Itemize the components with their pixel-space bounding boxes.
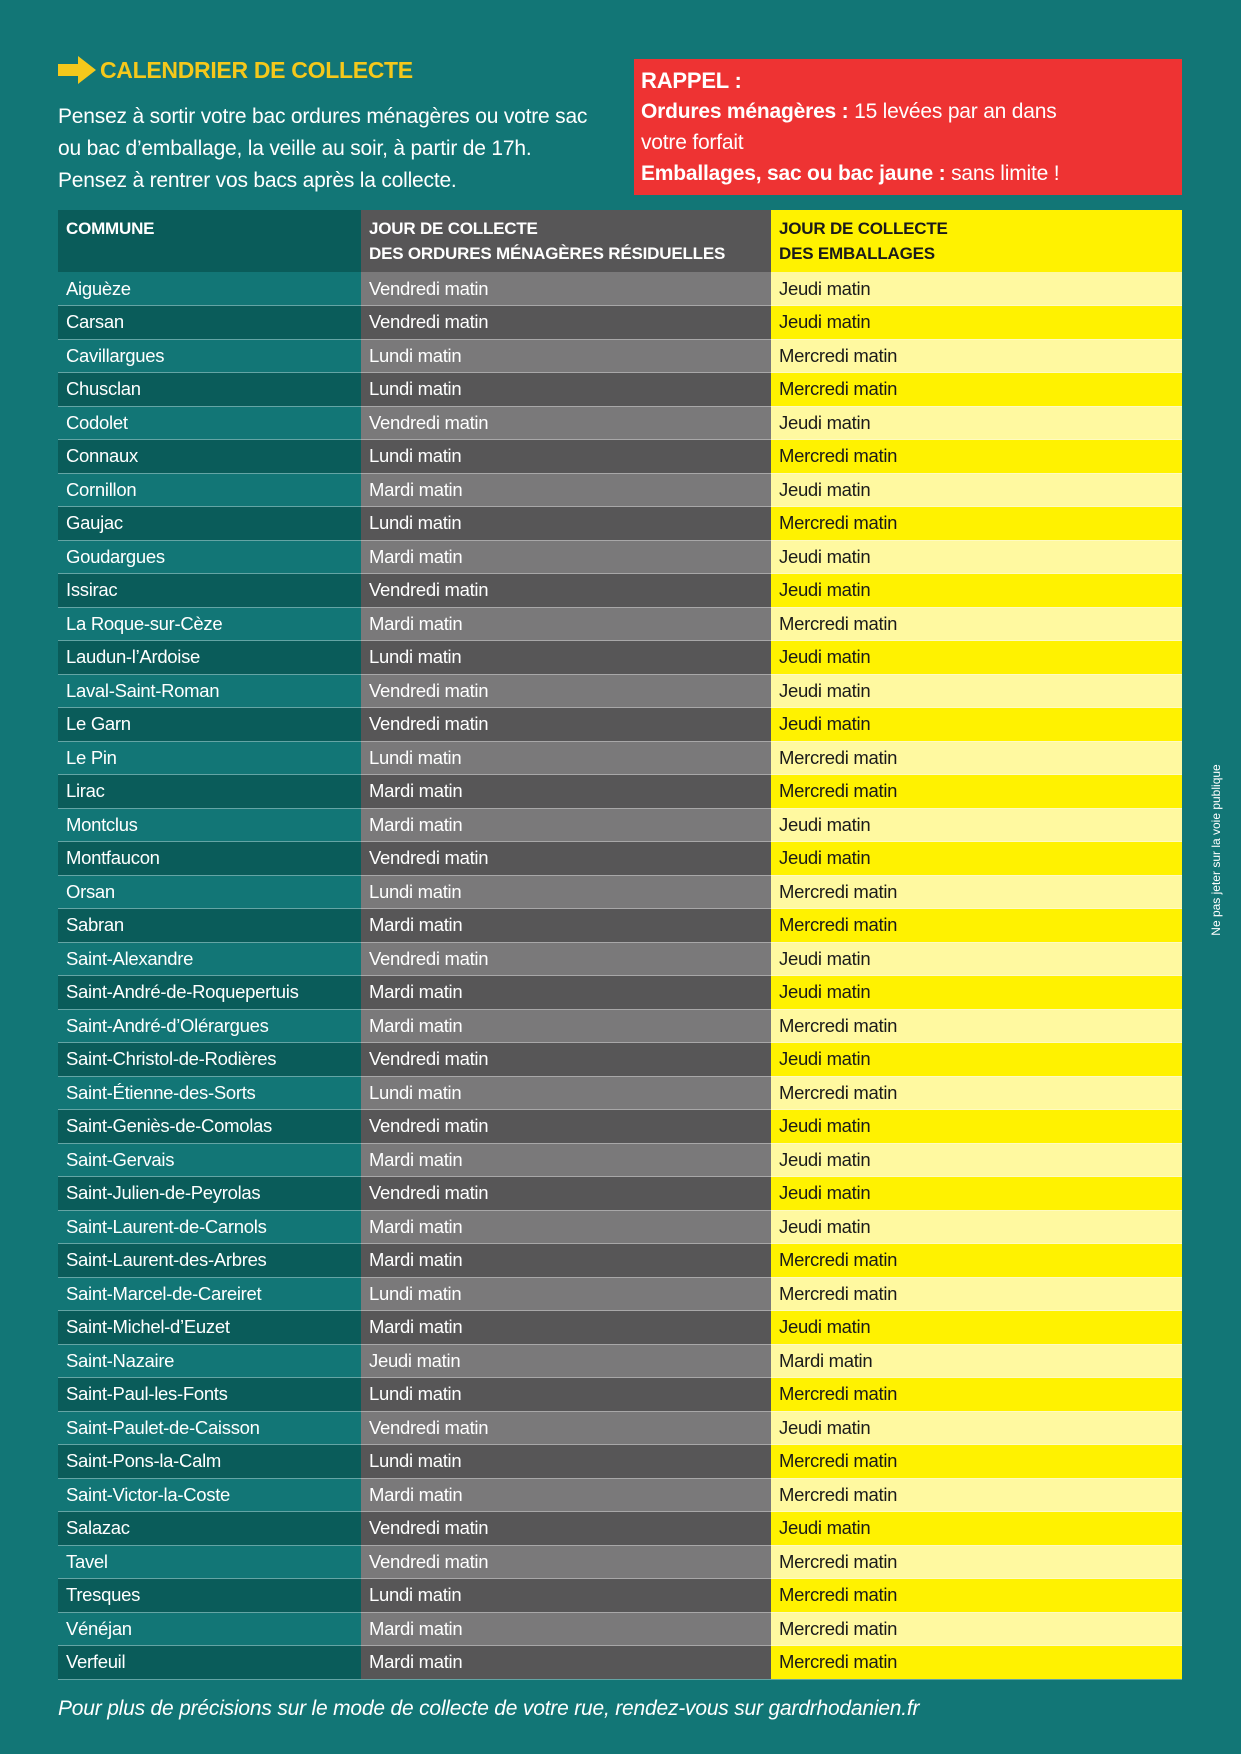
emballages-day-cell: Jeudi matin bbox=[771, 473, 1182, 507]
arrow-right-icon bbox=[58, 56, 96, 84]
table-row bbox=[58, 1143, 1182, 1177]
table-row bbox=[58, 808, 1182, 842]
commune-cell: Le Garn bbox=[58, 708, 361, 742]
rappel-emballages-text: sans limite ! bbox=[945, 162, 1060, 185]
ordures-day-cell: Mardi matin bbox=[361, 1210, 771, 1244]
commune-cell: Vénéjan bbox=[58, 1612, 361, 1646]
commune-cell: Montfaucon bbox=[58, 842, 361, 876]
footer-note: Pour plus de précisions sur le mode de collecte de votre rue, rendez-vous sur gardrhodanien.fr bbox=[58, 1697, 920, 1720]
commune-cell: Saint-Paulet-de-Caisson bbox=[58, 1411, 361, 1445]
ordures-day-cell: Vendredi matin bbox=[361, 1512, 771, 1546]
emballages-day-cell: Jeudi matin bbox=[771, 406, 1182, 440]
emballages-day-cell: Mercredi matin bbox=[771, 1545, 1182, 1579]
commune-cell: Saint-Gervais bbox=[58, 1143, 361, 1177]
commune-cell: Cavillargues bbox=[58, 339, 361, 373]
rappel-line-ordures bbox=[641, 96, 1182, 127]
table-row bbox=[58, 1177, 1182, 1211]
ordures-day-cell: Mardi matin bbox=[361, 1612, 771, 1646]
ordures-day-cell: Mardi matin bbox=[361, 909, 771, 943]
table-body bbox=[58, 272, 1182, 1679]
ordures-day-cell: Vendredi matin bbox=[361, 942, 771, 976]
commune-cell: Goudargues bbox=[58, 540, 361, 574]
ordures-day-cell: Lundi matin bbox=[361, 440, 771, 474]
emballages-day-cell: Mercredi matin bbox=[771, 1009, 1182, 1043]
side-note: Ne pas jeter sur la voie publique bbox=[1209, 764, 1223, 936]
commune-cell: Saint-André-d’Olérargues bbox=[58, 1009, 361, 1043]
emballages-day-cell: Jeudi matin bbox=[771, 306, 1182, 340]
emballages-day-cell: Jeudi matin bbox=[771, 808, 1182, 842]
commune-cell: Sabran bbox=[58, 909, 361, 943]
commune-cell: Saint-André-de-Roquepertuis bbox=[58, 976, 361, 1010]
emballages-day-cell: Jeudi matin bbox=[771, 674, 1182, 708]
ordures-day-cell: Lundi matin bbox=[361, 875, 771, 909]
rappel-ordures-label: Ordures ménagères : bbox=[641, 100, 849, 123]
emballages-day-cell: Mercredi matin bbox=[771, 440, 1182, 474]
table-row bbox=[58, 1277, 1182, 1311]
commune-cell: Codolet bbox=[58, 406, 361, 440]
emballages-day-cell: Jeudi matin bbox=[771, 574, 1182, 608]
ordures-day-cell: Jeudi matin bbox=[361, 1344, 771, 1378]
emballages-day-cell: Mercredi matin bbox=[771, 775, 1182, 809]
ordures-day-cell: Vendredi matin bbox=[361, 1545, 771, 1579]
commune-cell: Tavel bbox=[58, 1545, 361, 1579]
ordures-day-cell: Mardi matin bbox=[361, 607, 771, 641]
ordures-day-cell: Mardi matin bbox=[361, 1311, 771, 1345]
ordures-day-cell: Mardi matin bbox=[361, 540, 771, 574]
commune-cell: Orsan bbox=[58, 875, 361, 909]
ordures-day-cell: Vendredi matin bbox=[361, 1177, 771, 1211]
table-row bbox=[58, 607, 1182, 641]
header-ordures-line2: DES ORDURES MÉNAGÈRES RÉSIDUELLES bbox=[369, 244, 726, 263]
header-emballages bbox=[771, 210, 1182, 272]
commune-cell: Saint-Pons-la-Calm bbox=[58, 1445, 361, 1479]
emballages-day-cell: Mercredi matin bbox=[771, 875, 1182, 909]
ordures-day-cell: Mardi matin bbox=[361, 1009, 771, 1043]
rappel-line-emballages bbox=[641, 158, 1182, 189]
commune-cell: Issirac bbox=[58, 574, 361, 608]
ordures-day-cell: Vendredi matin bbox=[361, 406, 771, 440]
emballages-day-cell: Mercredi matin bbox=[771, 1378, 1182, 1412]
commune-cell: Saint-Alexandre bbox=[58, 942, 361, 976]
commune-cell: Saint-Paul-les-Fonts bbox=[58, 1378, 361, 1412]
collection-table bbox=[58, 210, 1182, 1680]
commune-cell: Le Pin bbox=[58, 741, 361, 775]
emballages-day-cell: Jeudi matin bbox=[771, 942, 1182, 976]
table-row bbox=[58, 1646, 1182, 1680]
table-row bbox=[58, 1579, 1182, 1613]
table-row bbox=[58, 1344, 1182, 1378]
table-row bbox=[58, 875, 1182, 909]
intro-line: Pensez à rentrer vos bacs après la collecte. bbox=[58, 169, 457, 192]
table-row bbox=[58, 540, 1182, 574]
commune-cell: Laval-Saint-Roman bbox=[58, 674, 361, 708]
ordures-day-cell: Lundi matin bbox=[361, 373, 771, 407]
page-title: CALENDRIER DE COLLECTE bbox=[100, 56, 413, 83]
emballages-day-cell: Mercredi matin bbox=[771, 339, 1182, 373]
rappel-box bbox=[634, 59, 1182, 195]
table-row bbox=[58, 440, 1182, 474]
emballages-day-cell: Mercredi matin bbox=[771, 607, 1182, 641]
table-row bbox=[58, 674, 1182, 708]
commune-cell: Laudun-l’Ardoise bbox=[58, 641, 361, 675]
commune-cell: Tresques bbox=[58, 1579, 361, 1613]
emballages-day-cell: Mercredi matin bbox=[771, 1478, 1182, 1512]
table-row bbox=[58, 306, 1182, 340]
commune-cell: Carsan bbox=[58, 306, 361, 340]
ordures-day-cell: Mardi matin bbox=[361, 1478, 771, 1512]
ordures-day-cell: Vendredi matin bbox=[361, 306, 771, 340]
ordures-day-cell: Lundi matin bbox=[361, 1445, 771, 1479]
emballages-day-cell: Mercredi matin bbox=[771, 1445, 1182, 1479]
emballages-day-cell: Mercredi matin bbox=[771, 741, 1182, 775]
header-emballages-line1: JOUR DE COLLECTE bbox=[779, 219, 948, 238]
ordures-day-cell: Lundi matin bbox=[361, 1277, 771, 1311]
ordures-day-cell: Mardi matin bbox=[361, 1646, 771, 1680]
table-row bbox=[58, 1076, 1182, 1110]
emballages-day-cell: Mercredi matin bbox=[771, 1277, 1182, 1311]
commune-cell: Saint-Michel-d’Euzet bbox=[58, 1311, 361, 1345]
emballages-day-cell: Mercredi matin bbox=[771, 1646, 1182, 1680]
emballages-day-cell: Jeudi matin bbox=[771, 1177, 1182, 1211]
table-row bbox=[58, 976, 1182, 1010]
table-row bbox=[58, 1478, 1182, 1512]
ordures-day-cell: Mardi matin bbox=[361, 1244, 771, 1278]
emballages-day-cell: Jeudi matin bbox=[771, 1411, 1182, 1445]
table-row bbox=[58, 1612, 1182, 1646]
ordures-day-cell: Lundi matin bbox=[361, 741, 771, 775]
commune-cell: Chusclan bbox=[58, 373, 361, 407]
table-row bbox=[58, 473, 1182, 507]
commune-cell: La Roque-sur-Cèze bbox=[58, 607, 361, 641]
emballages-day-cell: Jeudi matin bbox=[771, 1210, 1182, 1244]
table-row bbox=[58, 1378, 1182, 1412]
emballages-day-cell: Mercredi matin bbox=[771, 1076, 1182, 1110]
ordures-day-cell: Vendredi matin bbox=[361, 1043, 771, 1077]
ordures-day-cell: Mardi matin bbox=[361, 808, 771, 842]
table-row bbox=[58, 909, 1182, 943]
table-row bbox=[58, 1244, 1182, 1278]
commune-cell: Montclus bbox=[58, 808, 361, 842]
commune-cell: Connaux bbox=[58, 440, 361, 474]
ordures-day-cell: Lundi matin bbox=[361, 339, 771, 373]
table-header-row bbox=[58, 210, 1182, 272]
emballages-day-cell: Jeudi matin bbox=[771, 1043, 1182, 1077]
header-ordures-line1: JOUR DE COLLECTE bbox=[369, 219, 538, 238]
emballages-day-cell: Jeudi matin bbox=[771, 1311, 1182, 1345]
emballages-day-cell: Mercredi matin bbox=[771, 1612, 1182, 1646]
table-row bbox=[58, 1043, 1182, 1077]
ordures-day-cell: Vendredi matin bbox=[361, 708, 771, 742]
table-row bbox=[58, 942, 1182, 976]
rappel-ordures-text: 15 levées par an dans bbox=[848, 100, 1057, 123]
table-row bbox=[58, 741, 1182, 775]
table-row bbox=[58, 708, 1182, 742]
commune-cell: Saint-Julien-de-Peyrolas bbox=[58, 1177, 361, 1211]
header-ordures bbox=[361, 210, 771, 272]
commune-cell: Saint-Marcel-de-Careiret bbox=[58, 1277, 361, 1311]
ordures-day-cell: Vendredi matin bbox=[361, 674, 771, 708]
emballages-day-cell: Jeudi matin bbox=[771, 1143, 1182, 1177]
table-row bbox=[58, 1210, 1182, 1244]
ordures-day-cell: Lundi matin bbox=[361, 1579, 771, 1613]
ordures-day-cell: Vendredi matin bbox=[361, 1411, 771, 1445]
table-row bbox=[58, 507, 1182, 541]
emballages-day-cell: Jeudi matin bbox=[771, 842, 1182, 876]
table-row bbox=[58, 1009, 1182, 1043]
ordures-day-cell: Mardi matin bbox=[361, 1143, 771, 1177]
ordures-day-cell: Lundi matin bbox=[361, 507, 771, 541]
ordures-day-cell: Lundi matin bbox=[361, 1076, 771, 1110]
emballages-day-cell: Jeudi matin bbox=[771, 1110, 1182, 1144]
emballages-day-cell: Mercredi matin bbox=[771, 373, 1182, 407]
commune-cell: Saint-Christol-de-Rodières bbox=[58, 1043, 361, 1077]
emballages-day-cell: Jeudi matin bbox=[771, 272, 1182, 306]
table-row bbox=[58, 1110, 1182, 1144]
header-commune: COMMUNE bbox=[58, 210, 361, 272]
emballages-day-cell: Mercredi matin bbox=[771, 507, 1182, 541]
commune-cell: Saint-Geniès-de-Comolas bbox=[58, 1110, 361, 1144]
intro-line: ou bac d’emballage, la veille au soir, à partir de 17h. bbox=[58, 137, 532, 160]
table-row bbox=[58, 1445, 1182, 1479]
table-row bbox=[58, 574, 1182, 608]
emballages-day-cell: Jeudi matin bbox=[771, 641, 1182, 675]
ordures-day-cell: Mardi matin bbox=[361, 473, 771, 507]
emballages-day-cell: Mercredi matin bbox=[771, 909, 1182, 943]
commune-cell: Saint-Laurent-de-Carnols bbox=[58, 1210, 361, 1244]
emballages-day-cell: Jeudi matin bbox=[771, 1512, 1182, 1546]
rappel-emballages-label: Emballages, sac ou bac jaune : bbox=[641, 162, 946, 185]
ordures-day-cell: Vendredi matin bbox=[361, 1110, 771, 1144]
emballages-day-cell: Jeudi matin bbox=[771, 540, 1182, 574]
commune-cell: Verfeuil bbox=[58, 1646, 361, 1680]
table-row bbox=[58, 1545, 1182, 1579]
table-row bbox=[58, 406, 1182, 440]
table-row bbox=[58, 1311, 1182, 1345]
commune-cell: Saint-Victor-la-Coste bbox=[58, 1478, 361, 1512]
commune-cell: Saint-Laurent-des-Arbres bbox=[58, 1244, 361, 1278]
commune-cell: Saint-Étienne-des-Sorts bbox=[58, 1076, 361, 1110]
ordures-day-cell: Vendredi matin bbox=[361, 842, 771, 876]
ordures-day-cell: Lundi matin bbox=[361, 1378, 771, 1412]
commune-cell: Gaujac bbox=[58, 507, 361, 541]
section-header bbox=[58, 56, 413, 84]
table-row bbox=[58, 1512, 1182, 1546]
rappel-title: RAPPEL : bbox=[641, 68, 742, 93]
emballages-day-cell: Mercredi matin bbox=[771, 1579, 1182, 1613]
ordures-day-cell: Mardi matin bbox=[361, 976, 771, 1010]
table-row bbox=[58, 641, 1182, 675]
table-row bbox=[58, 842, 1182, 876]
ordures-day-cell: Mardi matin bbox=[361, 775, 771, 809]
table-row bbox=[58, 339, 1182, 373]
intro-line: Pensez à sortir votre bac ordures ménagères ou votre sac bbox=[58, 105, 588, 128]
emballages-day-cell: Jeudi matin bbox=[771, 708, 1182, 742]
header-emballages-line2: DES EMBALLAGES bbox=[779, 244, 935, 263]
table-row bbox=[58, 775, 1182, 809]
commune-cell: Saint-Nazaire bbox=[58, 1344, 361, 1378]
commune-cell: Salazac bbox=[58, 1512, 361, 1546]
table-row bbox=[58, 272, 1182, 306]
commune-cell: Lirac bbox=[58, 775, 361, 809]
commune-cell: Cornillon bbox=[58, 473, 361, 507]
table-row bbox=[58, 373, 1182, 407]
commune-cell: Aiguèze bbox=[58, 272, 361, 306]
intro-text bbox=[58, 101, 618, 197]
emballages-day-cell: Mercredi matin bbox=[771, 1244, 1182, 1278]
ordures-day-cell: Vendredi matin bbox=[361, 574, 771, 608]
rappel-line-forfait: votre forfait bbox=[641, 131, 744, 154]
emballages-day-cell: Jeudi matin bbox=[771, 976, 1182, 1010]
ordures-day-cell: Lundi matin bbox=[361, 641, 771, 675]
table-row bbox=[58, 1411, 1182, 1445]
ordures-day-cell: Vendredi matin bbox=[361, 272, 771, 306]
emballages-day-cell: Mardi matin bbox=[771, 1344, 1182, 1378]
